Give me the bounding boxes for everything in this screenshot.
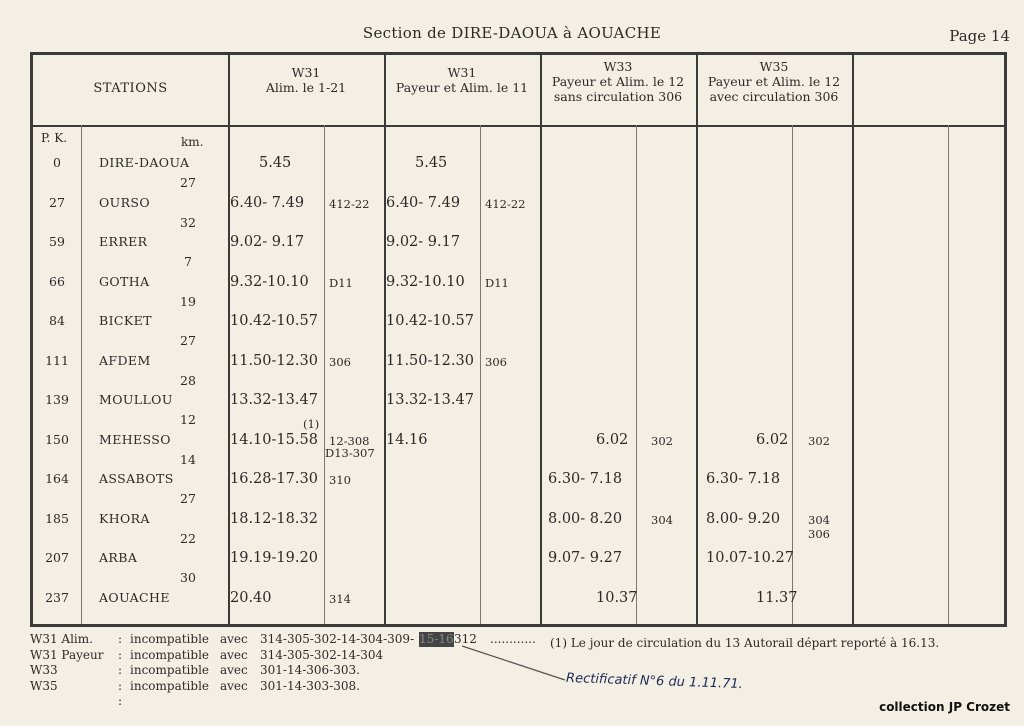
pk-value: 237 xyxy=(45,589,69,605)
train-desc: Payeur et Alim. le 12 xyxy=(551,74,685,89)
train-desc: Payeur et Alim. le 11 xyxy=(395,80,529,95)
train-code: W33 xyxy=(603,59,633,74)
train-code: W31 xyxy=(291,65,321,80)
time-w33: 6.30- 7.18 xyxy=(548,471,623,487)
page-title: Section de DIRE-DAOUA à AOUACHE xyxy=(362,24,662,42)
column-header-w35 xyxy=(696,59,852,104)
time-w33: 9.07- 9.27 xyxy=(548,550,623,566)
note-w35-2: 306 xyxy=(808,526,830,541)
km-distance: 28 xyxy=(180,372,196,388)
table-row xyxy=(33,550,1010,585)
km-distance: 30 xyxy=(180,570,196,585)
pk-value: 185 xyxy=(45,510,69,526)
time-w31-payeur: 13.32-13.47 xyxy=(386,392,474,408)
note-w31-alim: 412-22 xyxy=(329,196,370,211)
time-w31-alim: 19.19-19.20 xyxy=(230,550,318,566)
footer-incompatible: incompatible xyxy=(130,632,210,646)
km-header: km. xyxy=(181,135,204,149)
footer-leader-dots: ............ xyxy=(490,632,536,646)
footer-separator: : xyxy=(118,663,123,677)
km-distance: 27 xyxy=(180,333,196,348)
train-code: W35 xyxy=(759,59,789,74)
footer-separator: : xyxy=(118,632,123,646)
note-w31-alim-2: D13-307 xyxy=(325,445,375,460)
time-w35: 11.37 xyxy=(756,589,798,606)
footer-incompatible-list: 301-14-306-303. xyxy=(260,663,360,677)
footer-struck-text: 15-16 xyxy=(419,632,454,646)
km-distance: 22 xyxy=(180,530,196,546)
time-w33: 10.37 xyxy=(596,589,638,606)
train-desc-2: sans circulation 306 xyxy=(553,89,683,104)
column-divider xyxy=(384,55,386,624)
column-divider xyxy=(540,55,542,624)
station-name: ARBA xyxy=(99,550,138,565)
footer-avec: avec xyxy=(220,678,248,693)
column-divider xyxy=(228,55,230,624)
column-divider xyxy=(696,55,698,624)
pk-value: 139 xyxy=(45,392,69,407)
footer-avec: avec xyxy=(220,647,248,662)
time-w31-alim: 6.40- 7.49 xyxy=(230,194,305,211)
km-distance: 14 xyxy=(180,451,196,467)
note-w31-payeur: D11 xyxy=(485,275,509,290)
footer-avec: avec xyxy=(220,632,248,646)
note-w33: 304 xyxy=(651,512,673,527)
time-w31-alim: 14.10-15.58 xyxy=(230,431,318,448)
station-name: ASSABOTS xyxy=(99,471,174,486)
annotation-stroke xyxy=(460,644,570,684)
table-row xyxy=(33,273,1010,309)
pk-value: 84 xyxy=(49,313,65,328)
footer-train-label: W31 Alim. xyxy=(30,632,93,646)
footnote: (1) Le jour de circulation du 13 Autorail départ reporté à 16.13. xyxy=(550,636,940,650)
stations-header: STATIONS xyxy=(93,81,168,96)
footer-separator: : xyxy=(118,678,123,693)
time-w35: 6.30- 7.18 xyxy=(706,471,781,487)
pk-value: 0 xyxy=(53,155,61,170)
pk-value: 150 xyxy=(45,431,69,447)
time-w31-alim: 9.32-10.10 xyxy=(230,273,309,290)
pk-value: 111 xyxy=(45,352,69,368)
table-row xyxy=(33,590,1010,614)
time-w31-alim: 5.45 xyxy=(259,155,292,171)
column-header-w31-payeur xyxy=(384,65,540,95)
footer-separator: : xyxy=(118,694,123,708)
km-distance: 12 xyxy=(180,412,196,427)
time-w31-alim: 9.02- 9.17 xyxy=(230,234,305,250)
station-name: DIRE-DAOUA xyxy=(99,155,190,170)
time-w31-alim: 10.42-10.57 xyxy=(230,313,318,329)
table-row xyxy=(33,510,1010,546)
column-header-w33 xyxy=(540,59,696,104)
station-name: AOUACHE xyxy=(99,589,170,605)
table-row xyxy=(33,234,1010,269)
station-name: MOULLOU xyxy=(99,392,173,407)
note-w31-alim: 314 xyxy=(329,591,351,606)
footer-incompatible-list: 301-14-303-308. xyxy=(260,678,360,693)
footer-avec: avec xyxy=(220,663,248,677)
page-number: Page 14 xyxy=(949,27,1010,45)
km-distance: 19 xyxy=(180,293,196,309)
pk-value: 207 xyxy=(45,550,69,565)
time-w35: 6.02 xyxy=(756,431,789,448)
timetable xyxy=(30,52,1007,627)
station-name: KHORA xyxy=(99,510,150,526)
column-divider xyxy=(852,55,854,624)
train-desc: Alim. le 1-21 xyxy=(265,80,347,95)
collection-credit: collection JP Crozet xyxy=(879,700,1010,714)
note-w35: 304 xyxy=(808,512,830,527)
table-row xyxy=(33,194,1010,230)
pk-value: 164 xyxy=(45,471,69,486)
time-w31-payeur: 6.40- 7.49 xyxy=(386,194,461,211)
time-w31-payeur: 5.45 xyxy=(415,155,448,171)
pk-value: 27 xyxy=(49,194,65,210)
footer-train-label: W35 xyxy=(30,678,58,693)
handwritten-note: Rectificatif N°6 du 1.11.71. xyxy=(565,670,744,693)
note-w31-payeur: 306 xyxy=(485,354,507,369)
note-w31-alim: D11 xyxy=(329,275,353,290)
header-divider xyxy=(33,125,1004,127)
note-w35: 302 xyxy=(808,433,830,448)
time-w35: 8.00- 9.20 xyxy=(706,510,781,527)
time-w31-payeur: 11.50-12.30 xyxy=(386,352,474,369)
km-distance: 27 xyxy=(180,175,196,190)
time-w35: 10.07-10.27 xyxy=(706,550,794,566)
table-row xyxy=(33,155,1010,190)
time-w31-alim: 20.40 xyxy=(230,589,272,606)
time-w31-payeur: 14.16 xyxy=(386,431,428,448)
time-w31-alim: 11.50-12.30 xyxy=(230,352,318,369)
note-w31-payeur: 412-22 xyxy=(485,196,526,211)
time-w31-payeur: 9.32-10.10 xyxy=(386,273,465,290)
train-desc-2: avec circulation 306 xyxy=(709,89,839,104)
station-name: ERRER xyxy=(99,234,148,249)
column-header-w31-alim xyxy=(228,65,384,95)
time-w31-alim: 13.32-13.47 xyxy=(230,392,318,408)
footer-incompatible-list: 314-305-302-14-304 xyxy=(260,647,384,662)
time-w31-alim: 18.12-18.32 xyxy=(230,510,318,527)
footer-incompatible: incompatible xyxy=(130,678,210,693)
time-w33: 6.02 xyxy=(596,431,629,448)
time-w33: 8.00- 8.20 xyxy=(548,510,623,527)
pk-value: 59 xyxy=(49,234,65,249)
footer-incompatible: incompatible xyxy=(130,663,210,677)
station-name: OURSO xyxy=(99,194,151,210)
station-name: BICKET xyxy=(99,313,152,328)
footer-train-label: W33 xyxy=(30,663,58,677)
station-name: MEHESSO xyxy=(99,431,171,447)
station-name: GOTHA xyxy=(99,273,150,289)
table-row xyxy=(33,392,1010,427)
train-desc: Payeur et Alim. le 12 xyxy=(707,74,841,89)
time-w31-payeur: 10.42-10.57 xyxy=(386,313,474,329)
note-w31-alim: 306 xyxy=(329,354,351,369)
footer-incompatible: incompatible xyxy=(130,647,210,662)
table-row xyxy=(33,471,1010,506)
table-row xyxy=(33,313,1010,348)
note-w31-alim: 12-308 xyxy=(329,433,370,448)
footer-separator: : xyxy=(118,647,123,662)
km-distance: 27 xyxy=(180,491,196,506)
note-w31-alim: 310 xyxy=(329,473,351,487)
pk-header: P. K. xyxy=(41,131,68,145)
footer-train-label: W31 Payeur xyxy=(30,647,104,662)
time-w31-alim: 16.28-17.30 xyxy=(230,471,318,487)
train-code: W31 xyxy=(447,65,477,80)
pk-value: 66 xyxy=(49,273,65,289)
table-row xyxy=(33,416,1010,467)
km-distance: 7 xyxy=(184,254,192,269)
station-name: AFDEM xyxy=(99,352,151,368)
time-w31-payeur: 9.02- 9.17 xyxy=(386,234,461,250)
footer-incompatible-list: 314-305-302-14-304-309- xyxy=(260,632,415,646)
note-w33: 302 xyxy=(651,433,673,448)
footer-incompatible-list-2: 312 xyxy=(454,632,477,646)
footnote-ref: (1) xyxy=(303,416,320,431)
km-distance: 32 xyxy=(180,214,196,230)
table-row xyxy=(33,352,1010,388)
